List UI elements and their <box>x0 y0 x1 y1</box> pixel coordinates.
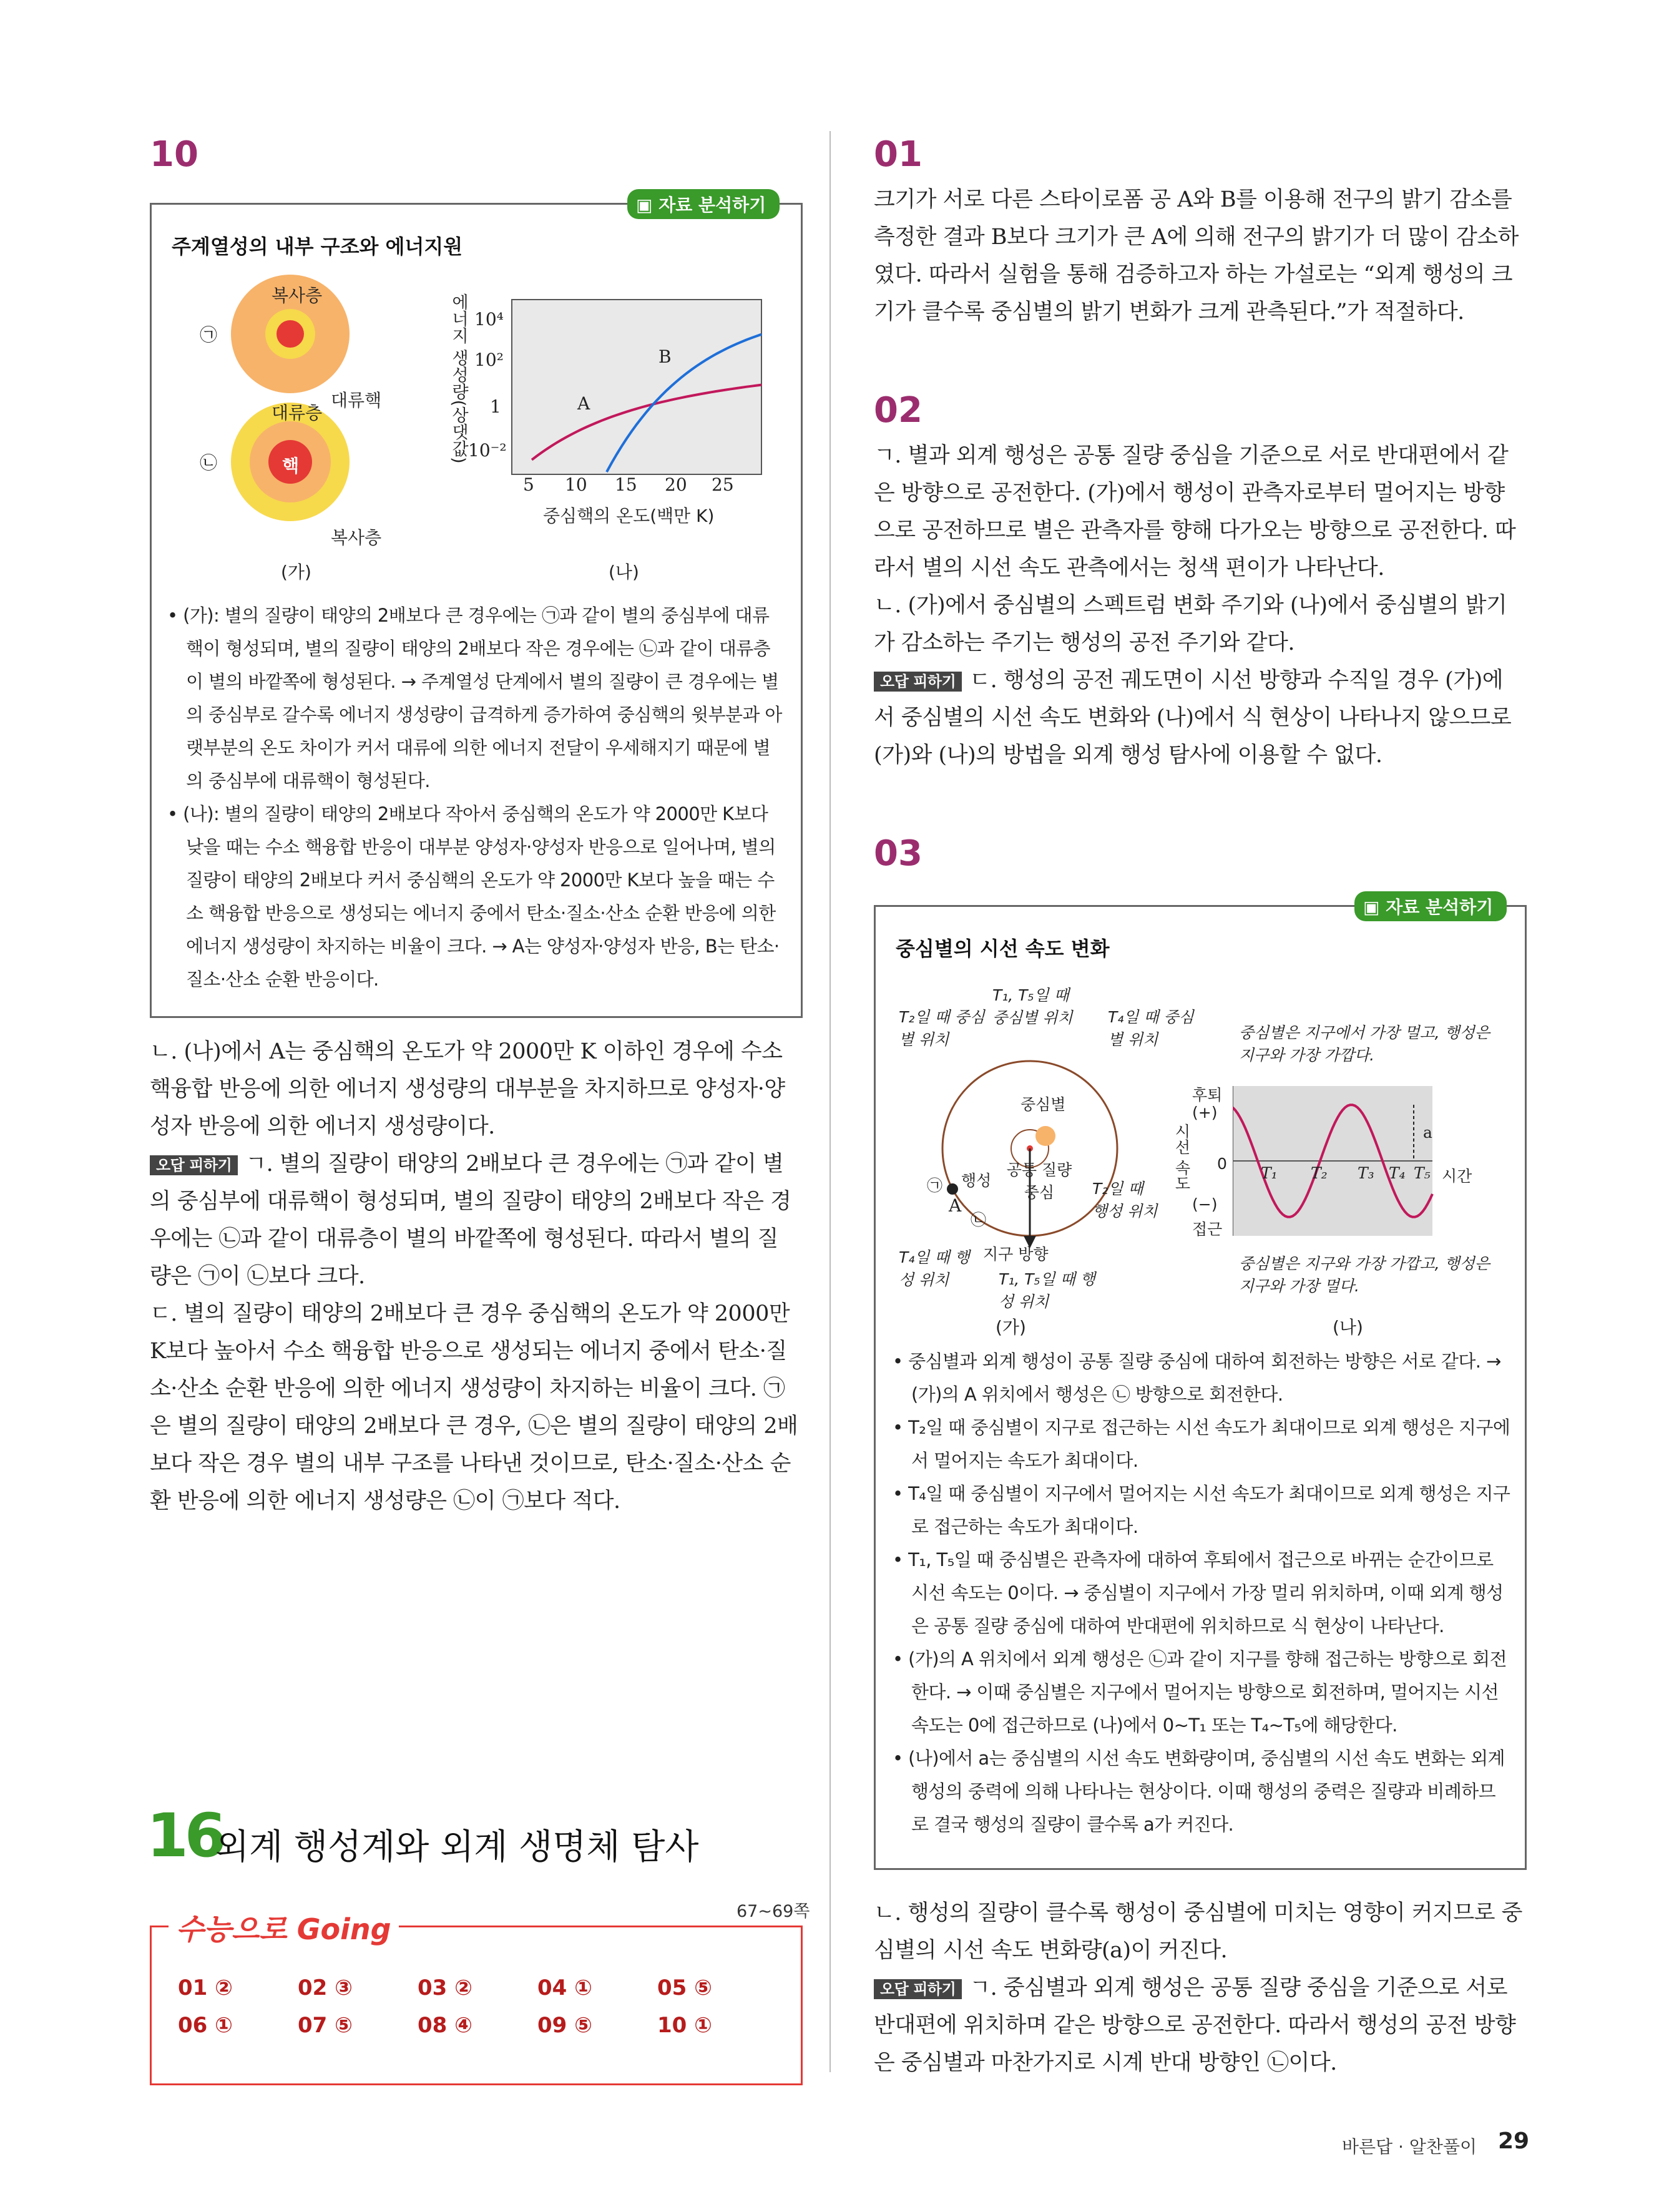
q02-g: ㄱ. 별과 외계 행성은 공통 질량 중심을 기준으로 서로 반대편에서 같은 방향으로 공전한다. (가)에서 행성이 관측자로부터 멀어지는 방향으로 공전하므로 별은 관측자를 향해 다가오는 방향으로 공전한다. 따라서 별의 시선 속도 관측에서는 청색 편이가 나타난다. <box>874 443 1516 580</box>
xtick-2: 10 <box>565 474 587 495</box>
note-t4-planet: T₄일 때 행성 위치 <box>899 1248 970 1289</box>
y-recede-label: 후퇴 <box>1192 1086 1223 1104</box>
q03-bullet-5: • (가)의 A 위치에서 외계 행성은 ㉡과 같이 지구를 향해 접근하는 방향으로 회전한다. → 이때 중심별은 지구에서 멀어지는 방향으로 회전하며, 멀어지는 시선 속도는 0에 접근하므로 (나)에서 0~T₁ 또는 T₄~T₅에 해당한다. <box>893 1648 1507 1736</box>
footer-book: 바른답 · 알찬풀이 <box>1342 2136 1477 2157</box>
ytick-2: 10² <box>474 350 504 370</box>
radiative-zone-2-label: 복사층 <box>331 527 382 548</box>
note-t2-star: T₂일 때 중심별 위치 <box>899 1008 985 1049</box>
answer-10: 10 ① <box>657 2013 712 2038</box>
panel-b-label: (나) <box>609 562 639 582</box>
q03-bullet-3: • T₄일 때 중심별이 지구에서 멀어지는 시선 속도가 최대이므로 외계 행성은 지구로 접근하는 속도가 최대이다. <box>893 1483 1510 1537</box>
q03-box-title: 중심별의 시선 속도 변화 <box>896 937 1110 961</box>
curve-a-label: A <box>577 393 590 414</box>
t3-label: T₃ <box>1358 1164 1374 1182</box>
answer-06: 06 ① <box>178 2013 233 2038</box>
q02-explanation <box>874 437 1523 774</box>
q03-panel-a: (가) <box>996 1317 1026 1338</box>
q10-number: 10 <box>150 134 198 175</box>
planet-label: 행성 <box>961 1172 992 1190</box>
point-a-label: A <box>949 1195 962 1216</box>
q03-number: 03 <box>874 833 922 874</box>
ytick-1: 10⁴ <box>474 309 504 330</box>
t1-label: T₁ <box>1261 1164 1278 1182</box>
t4-label: T₄ <box>1389 1164 1406 1182</box>
note-top: 중심별은 지구에서 가장 멀고, 행성은 지구와 가장 가깝다. <box>1239 1024 1490 1064</box>
xtick-5: 25 <box>712 474 734 495</box>
answer-08: 08 ④ <box>418 2013 472 2038</box>
q01-number: 01 <box>874 134 922 175</box>
answer-03: 03 ② <box>418 1975 472 2000</box>
section-number: 16 <box>147 1801 223 1871</box>
circle-1-label: ㉠ <box>200 325 218 345</box>
chart-icon: ▣ <box>636 195 659 215</box>
com-label: 공통 질량 중심 <box>1006 1161 1072 1201</box>
y-plus-label: (+) <box>1192 1104 1218 1122</box>
q10-star-structure-figure <box>187 268 449 593</box>
wrong-answer-tag: 오답 피하기 <box>874 672 962 692</box>
circle-2-label: ㉡ <box>200 453 218 473</box>
answer-04: 04 ① <box>537 1975 592 2000</box>
q03-badge: ▣ 자료 분석하기 <box>1354 891 1507 921</box>
answer-row-2 <box>178 2007 777 2044</box>
q03-panel-b: (나) <box>1333 1317 1363 1338</box>
q02-wrong-d: 오답 피하기 ㄷ. 행성의 공전 궤도면이 시선 방향과 수직일 경우 (가)에서 중심별의 시선 속도 변화와 (나)에서 식 현상이 나타나지 않으므로 (가)와 (나)의 방법을 외계 행성 탐사에 이용할 수 없다. <box>874 668 1512 768</box>
y-minus-label: (−) <box>1192 1195 1218 1213</box>
convective-core-label: 대류핵 <box>331 390 382 411</box>
note-t2-planet: T₂일 때 행성 위치 <box>1092 1180 1158 1220</box>
planet-dot <box>947 1183 958 1195</box>
q10-answer-n: ㄴ. (나)에서 A는 중심핵의 온도가 약 2000만 K 이하인 경우에 수소 핵융합 반응에 의한 에너지 생성량의 대부분을 차지하므로 양성자·양성자 반응에 의한 에너지 생성량이다. <box>150 1039 785 1139</box>
core-label: 핵 <box>282 456 300 476</box>
answer-row-1 <box>178 1969 777 2007</box>
zero-label: 0 <box>1217 1155 1227 1173</box>
wrong-answer-tag: 오답 피하기 <box>150 1155 238 1175</box>
circle-n-label: ㉡ <box>971 1211 987 1229</box>
q01-text: 크기가 서로 다른 스타이로폼 공 A와 B를 이용해 전구의 밝기 감소를 측정한 결과 B보다 크기가 큰 A에 의해 전구의 밝기가 더 많이 감소하였다. 따라서 실험을 통해 검증하고자 하는 가설로는 “외계 행성의 크기가 클수록 중심별의 밝기 변화가 크게 관측된다.”가 적절하다. <box>874 187 1519 325</box>
star-label: 중심별 <box>1020 1095 1066 1113</box>
answer-02: 02 ③ <box>298 1975 353 2000</box>
section-title: 외계 행성계와 외계 생명체 탐사 <box>215 1827 699 1867</box>
panel-a-label: (가) <box>281 562 311 582</box>
going-pages: 67~69쪽 <box>737 1902 810 1921</box>
curve-b-label: B <box>658 346 672 367</box>
amplitude-label: a <box>1423 1123 1432 1142</box>
y-axis-label: 시선 속도 <box>1173 1123 1191 1191</box>
footer-page: 29 <box>1498 2128 1530 2154</box>
wrong-answer-tag: 오답 피하기 <box>874 1979 962 1999</box>
chart-xlabel: 중심핵의 온도(백만 K) <box>543 506 715 526</box>
q03-bullet-1: • 중심별과 외계 행성이 공통 질량 중심에 대하여 회전하는 방향은 서로 같다. → (가)의 A 위치에서 행성은 ㉡ 방향으로 회전한다. <box>893 1351 1501 1405</box>
answer-07: 07 ⑤ <box>298 2013 353 2038</box>
chart-ylabel: 에너지 생성량(상댓값) <box>449 293 468 464</box>
note-t4-star: T₄일 때 중심별 위치 <box>1108 1008 1194 1049</box>
q02-n: ㄴ. (가)에서 중심별의 스펙트럼 변화 주기와 (나)에서 중심별의 밝기가 감소하는 주기는 행성의 공전 주기와 같다. <box>874 593 1507 655</box>
q10-explanation <box>150 1033 799 1520</box>
q03-bullet-4: • T₁, T₅일 때 중심별은 관측자에 대하여 후퇴에서 접근으로 바뀌는 순간이므로 시선 속도는 0이다. → 중심별이 지구에서 가장 멀리 위치하며, 이때 외계 행성은 공통 질량 중심에 대하여 반대편에 위치하므로 식 현상이 나타난다. <box>893 1549 1504 1637</box>
column-divider <box>830 131 831 2072</box>
xtick-3: 15 <box>615 474 637 495</box>
q10-badge: ▣ 자료 분석하기 <box>627 189 780 219</box>
earth-direction-label: 지구 방향 <box>983 1245 1049 1263</box>
note-bottom: 중심별은 지구와 가장 가깝고, 행성은 지구와 가장 멀다. <box>1239 1255 1490 1295</box>
q10-box-title: 주계열성의 내부 구조와 에너지원 <box>172 235 463 258</box>
q10-bullets <box>167 599 785 996</box>
circle-g-label: ㉠ <box>927 1177 943 1195</box>
note-t1t5-star: T₁, T₅일 때 중심별 위치 <box>992 986 1073 1027</box>
q10-bullet-2: • (나): 별의 질량이 태양의 2배보다 작아서 중심핵의 온도가 약 2000만 K보다 낮을 때는 수소 핵융합 반응이 대부분 양성자·양성자 반응으로 일어나며, 별의 질량이 태양의 2배보다 커서 중심핵의 온도가 약 2000만 K보다 높을 때는 수소 핵융합 반응으로 생성되는 에너지 중에서 탄소·질소·산소 순환 반응에 의한 에너지 생성량이 차지하는 비율이 크다. → A는 양성자·양성자 반응, B는 탄소·질소·산소 순환 반응이다. <box>167 803 780 990</box>
t2-label: T₂ <box>1311 1164 1328 1182</box>
q03-explanation <box>874 1894 1523 2082</box>
q10-wrong-d: ㄷ. 별의 질량이 태양의 2배보다 큰 경우 중심핵의 온도가 약 2000만 K보다 높아서 수소 핵융합 반응으로 생성되는 에너지 중에서 탄소·질소·산소 순환 반응에 의한 에너지 생성량이 차지하는 비율이 크다. ㉠은 별의 질량이 태양의 2배보다 큰 경우, ㉡은 별의 질량이 태양의 2배보다 작은 경우 별의 내부 구조를 나타낸 것이므로, 탄소·질소·산소 순환 반응에 의한 에너지 생성량은 ㉡이 ㉠보다 적다. <box>150 1301 798 1514</box>
q03-bullets <box>893 1345 1510 1841</box>
note-t1t5-planet: T₁, T₅일 때 행성 위치 <box>999 1270 1095 1311</box>
q03-answer-n: ㄴ. 행성의 질량이 클수록 행성이 중심별에 미치는 영향이 커지므로 중심별의 시선 속도 변화량(a)이 커진다. <box>874 1901 1522 1963</box>
x-axis-label: 시간 <box>1442 1167 1472 1185</box>
xtick-1: 5 <box>523 474 534 495</box>
ytick-3: 1 <box>490 396 501 417</box>
answer-table <box>178 1969 777 2044</box>
answer-09: 09 ⑤ <box>537 2013 592 2038</box>
q03-bullet-6: • (나)에서 a는 중심별의 시선 속도 변화량이며, 중심별의 시선 속도 변화는 외계 행성의 중력에 의해 나타나는 현상이다. 이때 행성의 중력은 질량과 비례하므로 결국 행성의 질량이 클수록 a가 커진다. <box>893 1748 1505 1835</box>
q03-wrong-g: 오답 피하기 ㄱ. 중심별과 외계 행성은 공통 질량 중심을 기준으로 서로 반대편에 위치하며 같은 방향으로 공전한다. 따라서 행성의 공전 방향은 중심별과 마찬가지로 시계 반대 방향인 ㉡이다. <box>874 1975 1516 2075</box>
q10-bullet-1: • (가): 별의 질량이 태양의 2배보다 큰 경우에는 ㉠과 같이 별의 중심부에 대류핵이 형성되며, 별의 질량이 태양의 2배보다 작은 경우에는 ㉡과 같이 대류층이 별의 바깥쪽에 형성된다. → 주계열성 단계에서 별의 질량이 큰 경우에는 별의 중심부로 갈수록 에너지 생성량이 급격하게 증가하여 중심핵의 윗부분과 아랫부분의 온도 차이가 커서 대류에 의한 에너지 전달이 우세해지기 때문에 별의 중심부에 대류핵이 형성된다. <box>167 605 782 791</box>
radiative-zone-label: 복사층 <box>272 285 323 306</box>
q02-number: 02 <box>874 390 922 431</box>
answer-01: 01 ② <box>178 1975 233 2000</box>
energy-chart <box>474 293 774 499</box>
q10-wrong-g: 오답 피하기 ㄱ. 별의 질량이 태양의 2배보다 큰 경우에는 ㉠과 같이 별의 중심부에 대류핵이 형성되며, 별의 질량이 태양의 2배보다 작은 경우에는 ㉡과 같이 대류층이 별의 바깥쪽에 형성된다. 따라서 별의 질량은 ㉠이 ㉡보다 크다. <box>150 1152 791 1289</box>
t5-label: T₅ <box>1414 1164 1431 1182</box>
going-label: 수능으로 Going <box>169 1907 399 1948</box>
convective-zone-label: 대류층 <box>272 403 323 423</box>
y-approach-label: 접근 <box>1192 1220 1223 1238</box>
chart-icon: ▣ <box>1363 897 1386 918</box>
ytick-4: 10⁻² <box>468 440 507 461</box>
star-dot <box>1035 1126 1055 1146</box>
answer-05: 05 ⑤ <box>657 1975 712 2000</box>
orbit-figure <box>911 1036 1148 1273</box>
xtick-4: 20 <box>665 474 687 495</box>
q03-bullet-2: • T₂일 때 중심별이 지구로 접근하는 시선 속도가 최대이므로 외계 행성은 지구에서 멀어지는 속도가 최대이다. <box>893 1417 1510 1471</box>
